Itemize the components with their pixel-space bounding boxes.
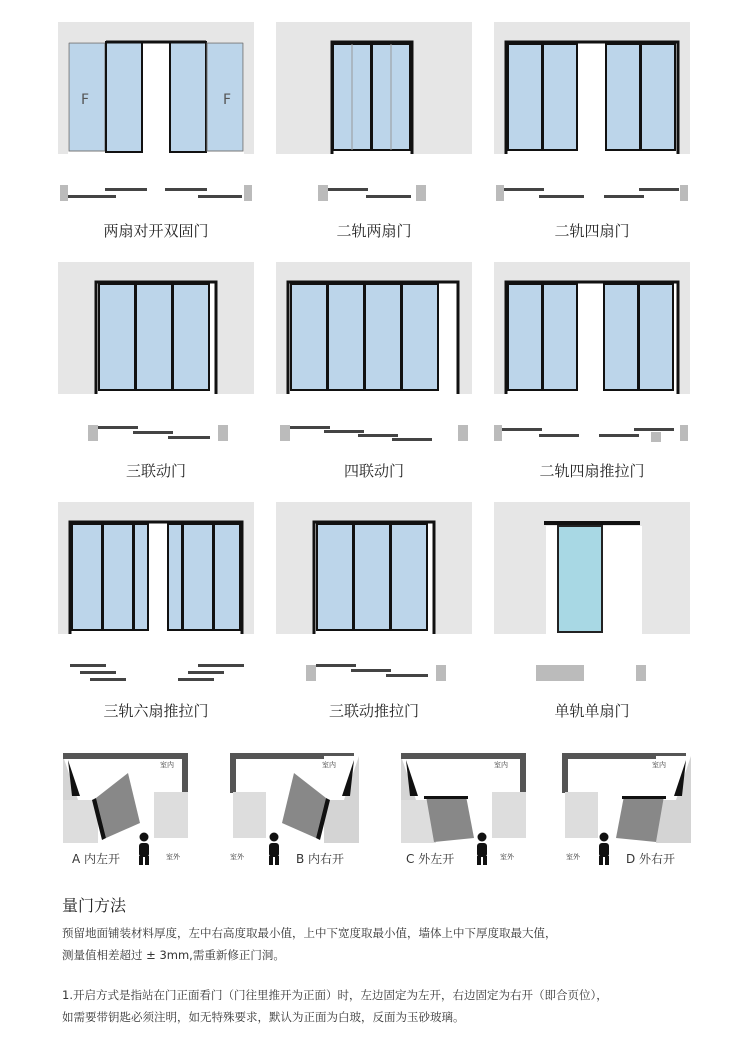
swing-label-a: A 内左开 <box>72 852 121 866</box>
indoor-label-d: 室内 <box>652 761 666 769</box>
door-elevation <box>58 22 254 154</box>
person-icon <box>264 832 284 866</box>
door-caption-2: 二轨两扇门 <box>336 222 412 240</box>
door-card-6 <box>494 262 690 394</box>
swing-diagram-a <box>58 748 198 843</box>
measure-para1-line1: 预留地面铺装材料厚度，左中右高度取最小值，上中下宽度取最小值，墙体上中下厚度取最大值， <box>62 926 557 940</box>
door-card-7 <box>58 502 254 634</box>
measure-para2-line2: 如需要带钥匙必须注明，如无特殊要求，默认为正面为白玻，反面为玉砂玻璃。 <box>62 1010 465 1024</box>
indoor-label-c: 室内 <box>494 761 508 769</box>
outdoor-label-d: 室外 <box>566 853 580 861</box>
door-elevation <box>276 502 472 634</box>
outdoor-label-c: 室外 <box>500 853 514 861</box>
door-card-1 <box>58 22 254 154</box>
person-icon <box>134 832 154 866</box>
door-caption-3: 二轨四扇门 <box>554 222 630 240</box>
door-caption-1: 两扇对开双固门 <box>103 222 209 240</box>
door-caption-5: 四联动门 <box>343 462 404 480</box>
indoor-label-b: 室内 <box>322 761 336 769</box>
measure-title: 量门方法 <box>62 896 127 915</box>
track-plan-6 <box>494 420 690 450</box>
person-icon <box>472 832 492 866</box>
door-elevation <box>494 502 690 634</box>
swing-label-c: C 外左开 <box>406 852 455 866</box>
door-caption-8: 三联动推拉门 <box>328 702 419 720</box>
door-elevation <box>494 22 690 154</box>
track-plan-1 <box>58 180 254 210</box>
track-plan-7 <box>58 660 254 690</box>
door-elevation <box>58 502 254 634</box>
swing-label-d: D 外右开 <box>626 852 676 866</box>
swing-diagram-c <box>396 748 536 843</box>
door-elevation <box>58 262 254 394</box>
swing-diagram-d <box>560 748 700 843</box>
door-caption-7: 三轨六扇推拉门 <box>103 702 209 720</box>
door-elevation <box>276 262 472 394</box>
door-card-2 <box>276 22 472 154</box>
swing-label-b: B 内右开 <box>296 852 345 866</box>
outdoor-label-a: 室外 <box>166 853 180 861</box>
door-caption-4: 三联动门 <box>125 462 186 480</box>
track-plan-9 <box>494 660 690 690</box>
door-card-4 <box>58 262 254 394</box>
door-elevation <box>276 22 472 154</box>
door-caption-9: 单轨单扇门 <box>554 702 630 720</box>
outdoor-label-b: 室外 <box>230 853 244 861</box>
track-plan-2 <box>276 180 472 210</box>
track-plan-4 <box>58 420 254 450</box>
track-plan-5 <box>276 420 472 450</box>
door-card-5 <box>276 262 472 394</box>
measure-para2-line1: 1.开启方式是指站在门正面看门（门往里推开为正面）时，左边固定为左开，右边固定为右开（即合页位）， <box>62 988 608 1002</box>
door-card-3 <box>494 22 690 154</box>
fixed-label-left: F <box>81 92 90 108</box>
door-card-8 <box>276 502 472 634</box>
track-plan-3 <box>494 180 690 210</box>
indoor-label-a: 室内 <box>160 761 174 769</box>
track-plan-8 <box>276 660 472 690</box>
fixed-label-right: F <box>223 92 232 108</box>
door-elevation <box>494 262 690 394</box>
measure-para1-line2: 测量值相差超过 ± 3mm,需重新修正门洞。 <box>62 948 285 962</box>
swing-diagram-b <box>228 748 368 843</box>
door-caption-6: 二轨四扇推拉门 <box>539 462 645 480</box>
person-icon <box>594 832 614 866</box>
door-card-9 <box>494 502 690 634</box>
